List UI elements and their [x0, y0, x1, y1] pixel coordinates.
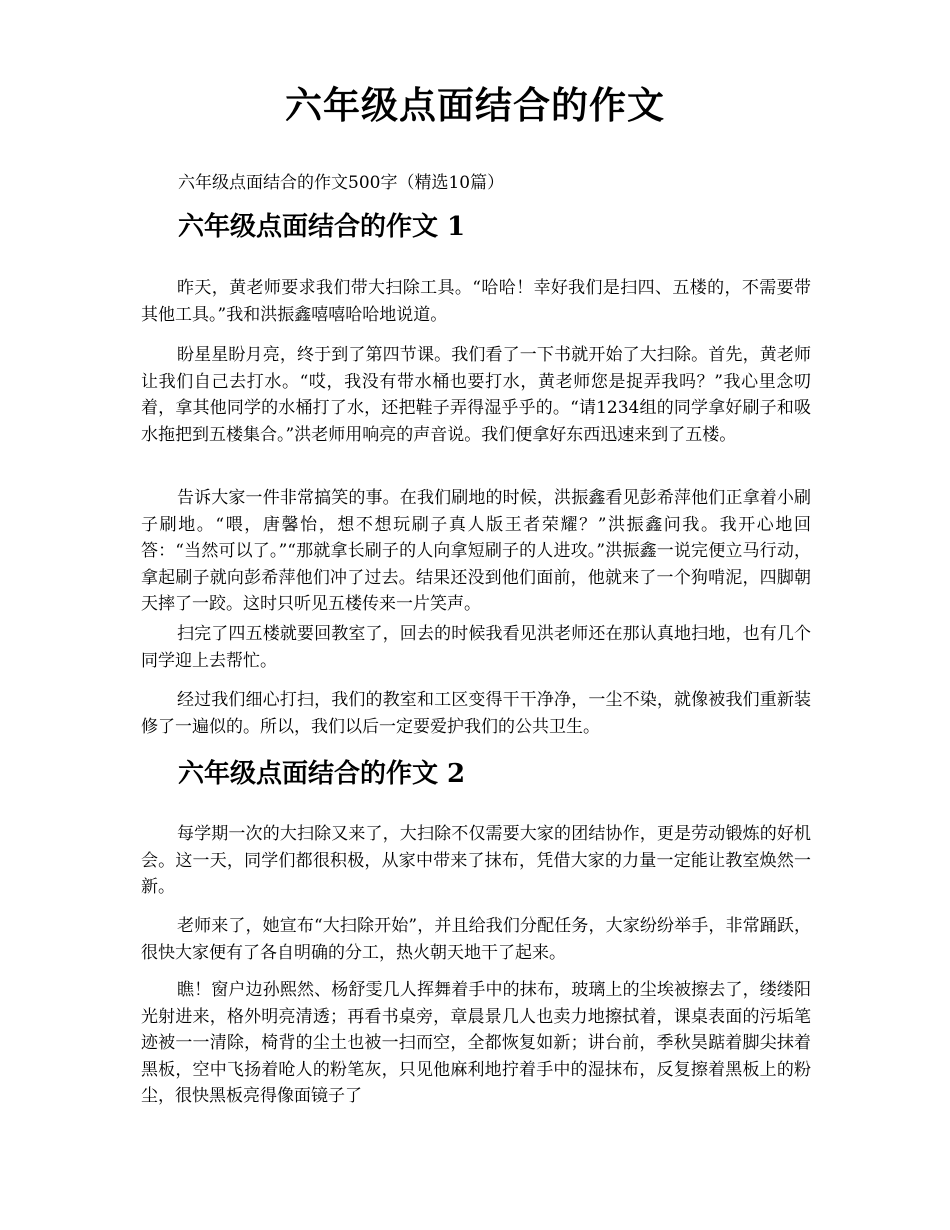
section-2-paragraph-3: 瞧！窗户边孙熙然、杨舒雯几人挥舞着手中的抹布，玻璃上的尘埃被擦去了，缕缕阳光射进来，格外明亮清透；再看书桌旁，章晨景几人也卖力地擦拭着，课桌表面的污垢笔迹被一一清除，椅背的尘土也被一扫而空，全都恢复如新；讲台前，季秋昊踮着脚尖抹着黑板，空中飞扬着呛人的粉笔灰，只见他麻利地拧着手中的湿抹布，反复擦着黑板上的粉尘，很快黑板亮得像面镜子了 — [141, 980, 811, 1106]
document-subtitle: 六年级点面结合的作文500字（精选10篇） — [178, 173, 505, 193]
section-2-paragraph-2: 老师来了，她宣布“大扫除开始”，并且给我们分配任务，大家纷纷举手，非常踊跃，很快大家便有了各自明确的分工，热火朝天地干了起来。 — [141, 916, 811, 963]
section-1-paragraph-4: 扫完了四五楼就要回教室了，回去的时候我看见洪老师还在那认真地扫地，也有几个同学迎上去帮忙。 — [141, 624, 811, 671]
section-heading-2: 六年级点面结合的作文 2 — [178, 759, 466, 789]
document-title: 六年级点面结合的作文 — [285, 83, 665, 127]
section-1-paragraph-1: 昨天，黄老师要求我们带大扫除工具。“哈哈！幸好我们是扫四、五楼的，不需要带其他工具。”我和洪振鑫嘻嘻哈哈地说道。 — [141, 278, 811, 325]
section-heading-1: 六年级点面结合的作文 1 — [178, 212, 466, 242]
section-2-paragraph-1: 每学期一次的大扫除又来了，大扫除不仅需要大家的团结协作，更是劳动锻炼的好机会。这一天，同学们都很积极，从家中带来了抹布，凭借大家的力量一定能让教室焕然一新。 — [141, 824, 811, 897]
section-1-paragraph-5: 经过我们细心打扫，我们的教室和工区变得干干净净，一尘不染，就像被我们重新装修了一遍似的。所以，我们以后一定要爱护我们的公共卫生。 — [141, 690, 811, 737]
section-1-paragraph-3: 告诉大家一件非常搞笑的事。在我们刷地的时候，洪振鑫看见彭希萍他们正拿着小刷子刷地。“喂，唐馨怡，想不想玩刷子真人版王者荣耀？”洪振鑫问我。我开心地回答：“当然可以了。”“那就拿长刷子的人向拿短刷子的人进攻。”洪振鑫一说完便立马行动，拿起刷子就向彭希萍他们冲了过去。结果还没到他们面前，他就来了一个狗啃泥，四脚朝天摔了一跤。这时只听见五楼传来一片笑声。 — [141, 488, 811, 614]
section-1-paragraph-2: 盼星星盼月亮，终于到了第四节课。我们看了一下书就开始了大扫除。首先，黄老师让我们自己去打水。“哎，我没有带水桶也要打水，黄老师您是捉弄我吗？”我心里念叨着，拿其他同学的水桶打了水，还把鞋子弄得湿乎乎的。“请1234组的同学拿好刷子和吸水拖把到五楼集合。”洪老师用响亮的声音说。我们便拿好东西迅速来到了五楼。 — [141, 345, 811, 445]
